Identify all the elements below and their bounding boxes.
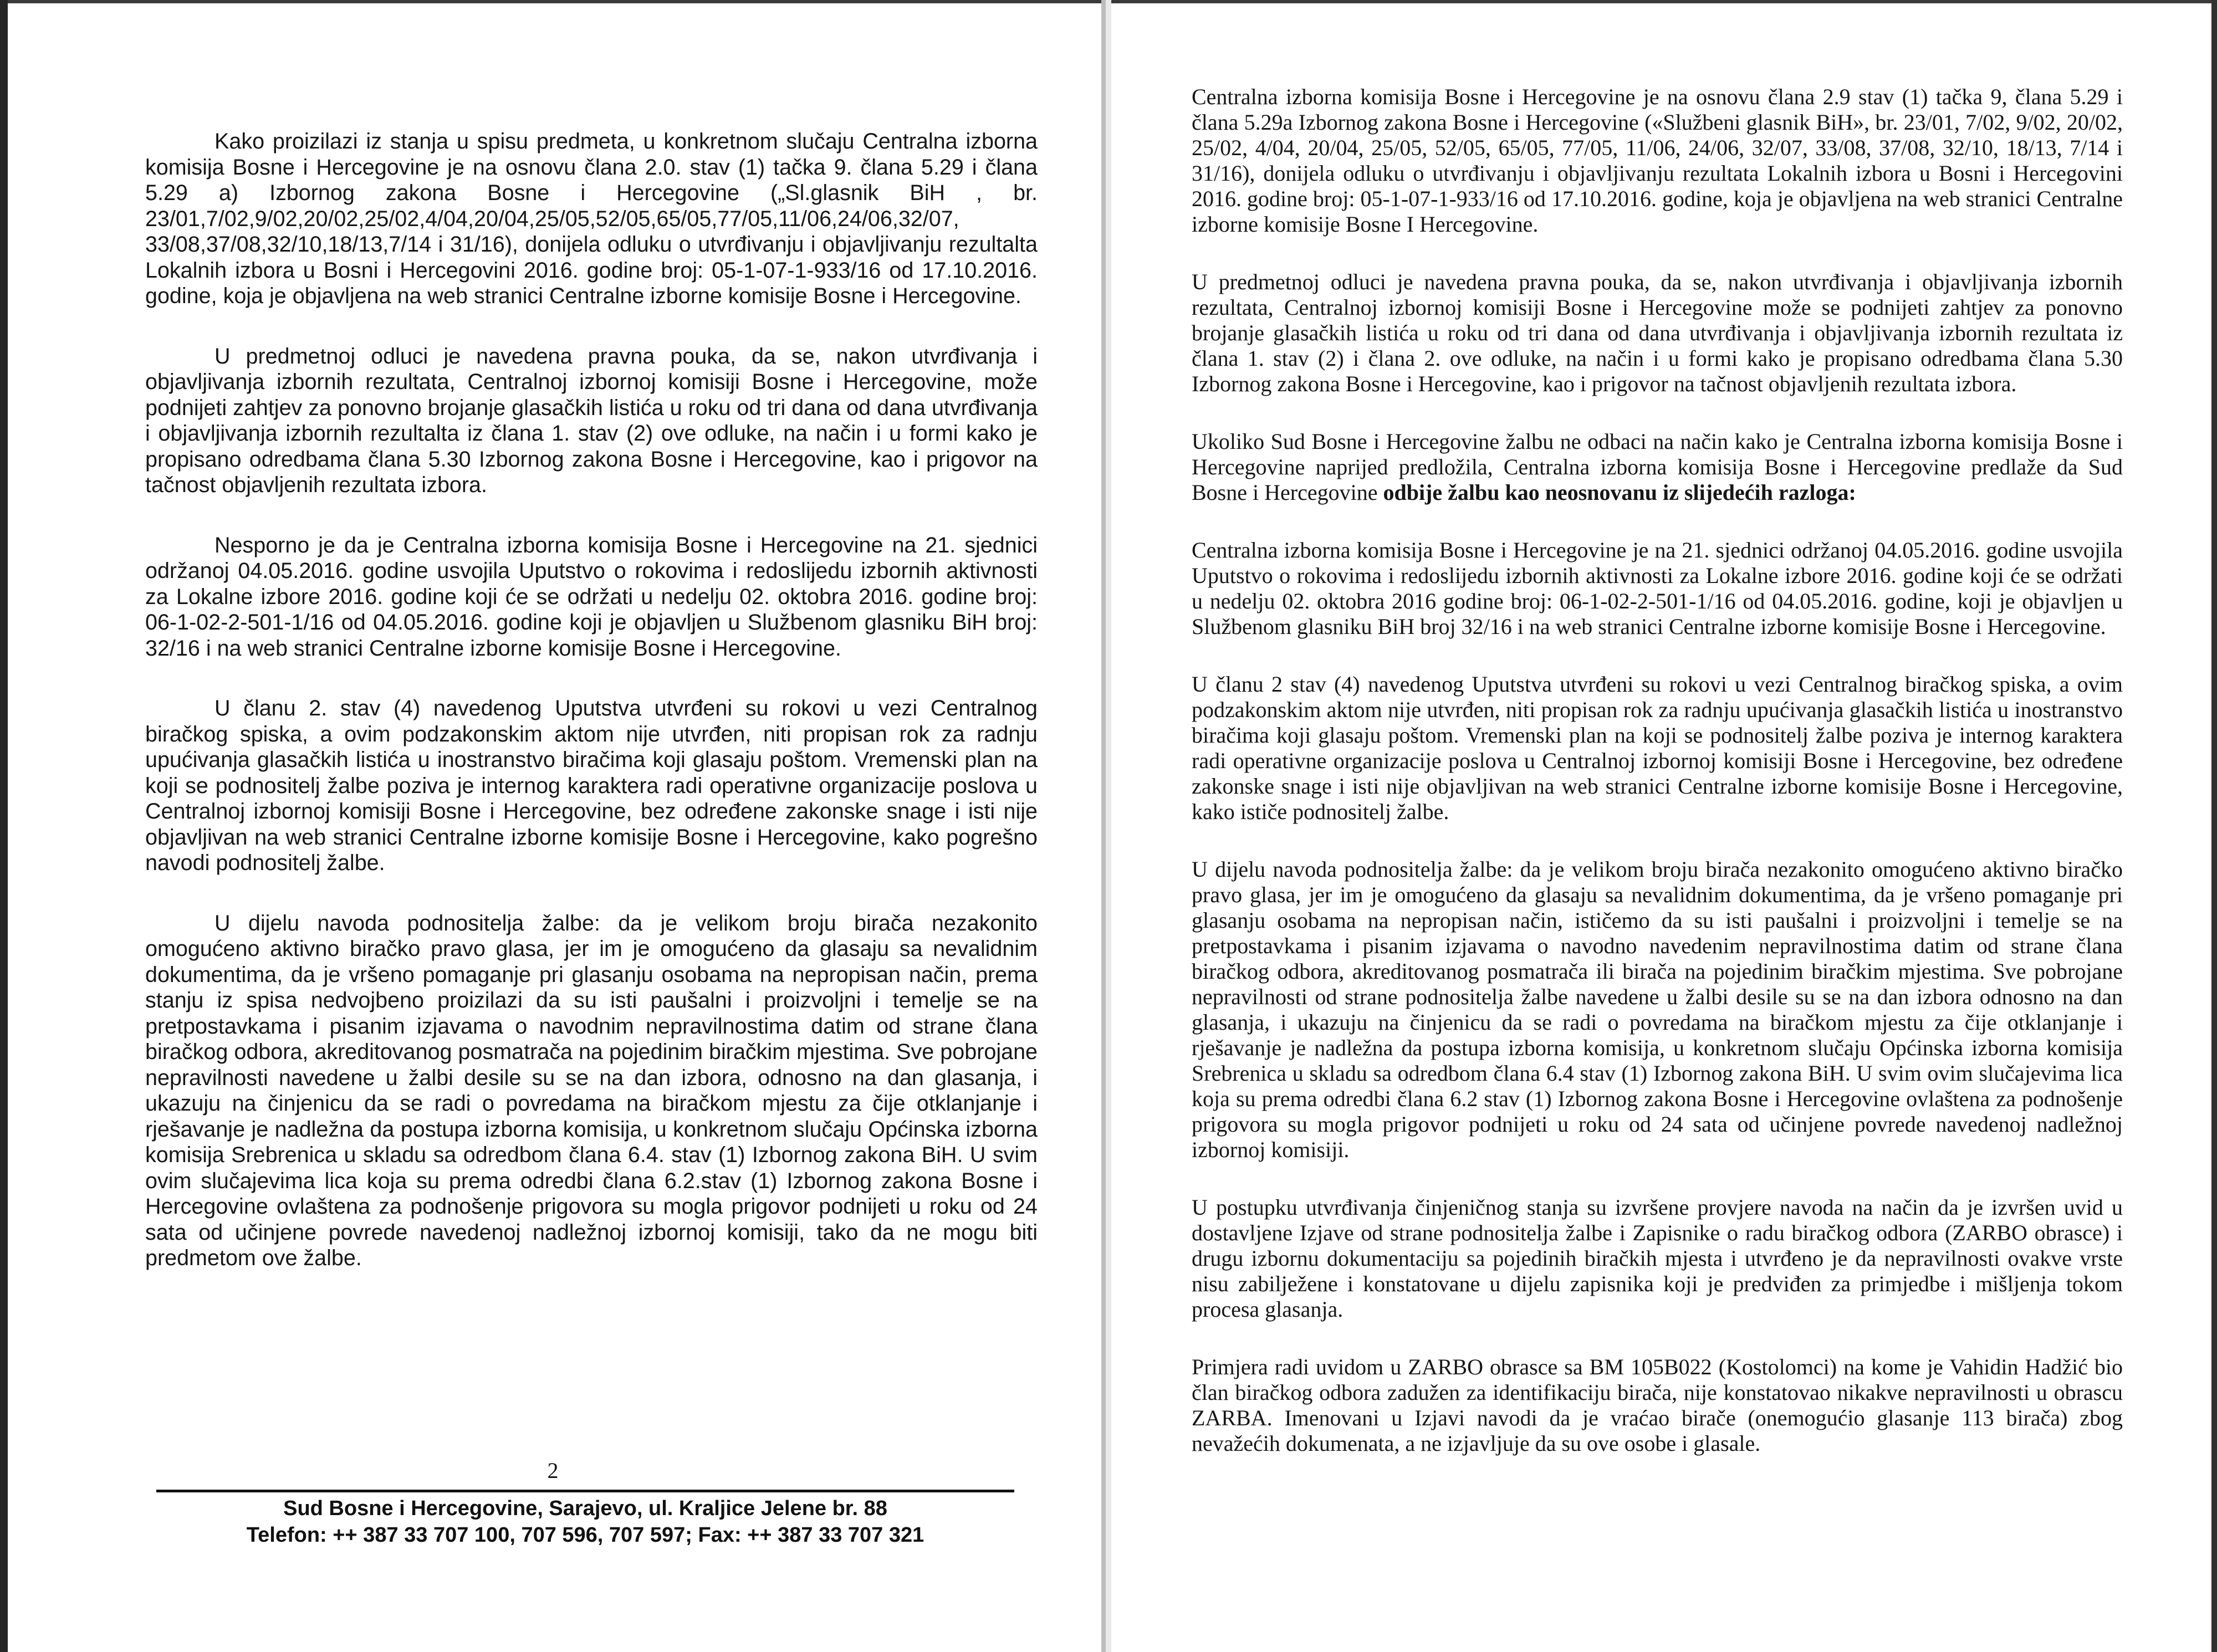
left-paragraph-1: Kako proizilazi iz stanja u spisu predmeta, u konkretnom slučaju Centralna izborna komisija Bosne i Hercegovine je na osnovu člana 2.0. stav (1) tačka 9. člana 5.29 i člana 5.29 a) Izbornog zakona Bosne i Hercegovine („Sl.glasnik BiH , br. 23/01,7/02,9/02,20/02,25/02,4/04,20/04,25/05,52/05,65/05,77/05,11/06,24/06,32/07, 33/08,37/08,32/10,18/13,7/14 i 31/16), donijela odluku o utvrđivanju i objavljivanju rezultalta Lokalnih izbora u Bosni i Hercegovini 2016. godine broj: 05-1-07-1-933/16 od 17.10.2016. godine, koja je objavljena na web stranici Centralne izborne komisije Bosne i Hercegovine. (145, 129, 1038, 308)
right-paragraph-6: U dijelu navoda podnositelja žalbe: da je velikom broju birača nezakonito omogućeno aktivno biračko pravo glasa, jer im je omogućeno da glasaju sa nevalidnim dokumentima, da je vršeno pomaganje pri glasanju osobama na nepropisan način, ističemo da su isti paušalni i proizvoljni i temelje se na pretpostavkama i pisanim izjavama o navodno navedenim nepravilnostima datim od strane člana biračkog odbora, akreditovanog posmatrača ili birača na pojedinim biračkim mjestima. Sve pobrojane nepravilnosti od strane podnositelja žalbe navedene u žalbi desile su se na dan izbora odnosno na dan glasanja, i ukazuju na činjenicu da se radi o povredama na biračkom mjestu za čije otklanjanje i rješavanje je nadležna da postupa izborna komisija, u konkretnom slučaju Općinska izborna komisija Srebrenica u skladu sa odredbom člana 6.4 stav (1) Izbornog zakona BiH. U svim ovim slučajevima lica koja su prema odredbi člana 6.2 stav (1) Izbornog zakona Bosne i Hercegovine ovlaštena za podnošenje prigovora su mogla prigovor podnijeti u roku od 24 sata od učinjene povrede navedenoj nadležnoj izbornoj komisiji. (1192, 857, 2123, 1162)
right-paragraph-2: U predmetnoj odluci je navedena pravna pouka, da se, nakon utvrđivanja i objavljivanja izbornih rezultata, Centralnoj izbornoj komisiji Bosne i Hercegovine može se podnijeti zahtjev za ponovno brojanje glasačkih listića u roku od tri dana od dana utvrđivanja i objavljivanja izbornih rezultata iz člana 1. stav (2) i člana 2. ove odluke, na način i u formi kako je propisano odredbama člana 5.30 Izbornog zakona Bosne i Hercegovine, kao i prigovor na tačnost objavljenih rezultata izbora. (1192, 269, 2123, 396)
left-paragraph-5: U dijelu navoda podnositelja žalbe: da je velikom broju birača nezakonito omogućeno aktivno biračko pravo glasa, jer im je omogućeno da glasaju sa nevalidnim dokumentima, da je vršeno pomaganje pri glasanju osobama na nepropisan način, prema stanju iz spisa nedvojbeno proizilazi da su isti paušalni i proizvoljni i temelje se na pretpostavkama i pisanim izjavama o navodnim nepravilnostima datim od strane člana biračkog odbora, akreditovanog posmatrača na pojedinim biračkim mjestima. Sve pobrojane nepravilnosti navedene u žalbi desile su se na dan izbora, odnosno na dan glasanja, i ukazuju na činjenicu da se radi o povredama na biračkom mjestu za čije otklanjanje i rješavanje je nadležna da postupa izborna komisija, u konkretnom slučaju Općinska izborna komisija Srebrenica u skladu sa odredbom člana 6.4. stav (1) Izbornog zakona BiH. U svim ovim slučajevima lica koja su prema odredbi člana 6.2.stav (1) Izbornog zakona Bosne i Hercegovine ovlaštena za podnošenje prigovora su mogla prigovor podnijeti u roku od 24 sata od učinjene povrede navedenoj nadležnoj izbornoj komisiji, tako da ne mogu biti predmetom ove žalbe. (145, 911, 1038, 1270)
right-body-text (1192, 84, 2123, 1489)
right-paragraph-3-bold: odbije žalbu kao neosnovanu iz slijedećih razloga: (1383, 480, 1856, 505)
left-body-text (145, 129, 1038, 1306)
scan-edge-right-page (2211, 0, 2217, 1652)
right-paragraph-1: Centralna izborna komisija Bosne i Hercegovine je na osnovu člana 2.9 stav (1) tačka 9, člana 5.29 i člana 5.29a Izbornog zakona Bosne i Hercegovine («Službeni glasnik BiH», br. 23/01, 7/02, 9/02, 20/02, 25/02, 4/04, 20/04, 25/05, 52/05, 65/05, 77/05, 11/06, 24/06, 32/07, 33/08, 37/08, 32/10, 18/13, 7/14 i 31/16), donijela odluku o utvrđivanju i objavljivanju rezultata Lokalnih izbora u Bosni i Hercegovini 2016. godine broj: 05-1-07-1-933/16 od 17.10.2016. godine, koja je objavljena na web stranici Centralne izborne komisije Bosne I Hercegovine. (1192, 84, 2123, 237)
left-paragraph-3: Nesporno je da je Centralna izborna komisija Bosne i Hercegovine na 21. sjednici održanoj 04.05.2016. godine usvojila Uputstvo o rokovima i redoslijedu izbornih aktivnosti za Lokalne izbore 2016. godine koji će se održati u nedelju 02. oktobra 2016. godine broj: 06-1-02-2-501-1/16 od 04.05.2016. godine koji je objavljen u Službenom glasniku BiH broj: 32/16 i na web stranici Centralne izborne komisije Bosne i Hercegovine. (145, 533, 1038, 661)
right-paragraph-3-text: Ukoliko Sud Bosne i Hercegovine žalbu ne odbaci na način kako je Centralna izborna komisija Bosne i Hercegovine naprijed predložila, Centralna izborna komisija Bosne i Hercegovine predlaže da Sud Bosne i Hercegovine (1192, 429, 2123, 505)
right-paragraph-3 (1192, 429, 2123, 505)
right-paragraph-4: Centralna izborna komisija Bosne i Hercegovine je na 21. sjednici održanoj 04.05.2016. godine usvojila Uputstvo o rokovima i redoslijedu izbornih aktivnosti za Lokalne izbore 2016. godine koji će se održati u nedelju 02. oktobra 2016 godine broj: 06-1-02-2-501-1/16 od 04.05.2016. godine, koji je objavljen u Službenom glasniku BiH broj 32/16 i na web stranici Centralne izborne komisije Bosne i Hercegovine. (1192, 538, 2123, 639)
scan-edge-left (0, 0, 8, 1652)
right-paragraph-7: U postupku utvrđivanja činjeničnog stanja su izvršene provjere navoda na način da je izvršen uvid u dostavljene Izjave od strane podnositelja žalbe i Zapisnike o radu biračkog odbora (ZARBO obrasce) i drugu izbornu dokumentaciju sa pojedinih biračkih mjesta i utvrđeno je da nepravilnosti ovakve vrste nisu zabilježene i konstatovane u dijelu zapisnika koji je predviđen za primjedbe i mišljenja tokom procesa glasanja. (1192, 1195, 2123, 1322)
scan-edge-top (0, 0, 1106, 3)
page-gutter (1106, 0, 1111, 1652)
footer-rule (156, 1490, 1014, 1492)
scan-edge-right (1101, 0, 1106, 1652)
left-paragraph-4: U članu 2. stav (4) navedenog Uputstva utvrđeni su rokovi u vezi Centralnog biračkog spiska, a ovim podzakonskim aktom nije utvrđen, niti propisan rok za radnju upućivanja glasačkih listića u inostranstvo biračima koji glasaju poštom. Vremenski plan na koji se podnositelj žalbe poziva je internog karaktera radi operativne organizacije poslova u Centralnoj izbornoj komisiji Bosne i Hercegovine, bez određene zakonske snage i isti nije objavljivan na web stranici Centralne izborne komisije Bosne i Hercegovine, kako pogrešno navodi podnositelj žalbe. (145, 696, 1038, 875)
footer-contact: Telefon: ++ 387 33 707 100, 707 596, 707 597; Fax: ++ 387 33 707 321 (246, 1523, 924, 1547)
right-paragraph-5: U članu 2 stav (4) navedenog Uputstva utvrđeni su rokovi u vezi Centralnog biračkog spiska, a ovim podzakonskim aktom nije utvrđen, niti propisan rok za radnju upućivanja glasačkih listića u inostranstvo biračima koji glasaju poštom. Vremenski plan na koji se podnositelj žalbe poziva je internog karaktera radi operativne organizacije poslova u Centralnoj izbornoj komisiji Bosne i Hercegovine, bez određene zakonske snage i isti nije objavljivan na web stranici Centralne izborne komisije Bosne i Hercegovine, kako ističe podnositelj žalbe. (1192, 672, 2123, 824)
left-document-page (0, 0, 1106, 1652)
right-document-page (1111, 0, 2217, 1652)
scan-edge-top-right (1111, 0, 2217, 3)
right-paragraph-8: Primjera radi uvidom u ZARBO obrasce sa BM 105B022 (Kostolomci) na kome je Vahidin Hadžić bio član biračkog odbora zadužen za identifikaciju birača, nije konstatovao nikakve nepravilnosti u obrascu ZARBA. Imenovani u Izjavi navodi da je vraćao birače (onemogućio glasanje 113 birača) zbog nevažećih dokumenata, a ne izjavljuje da su ove osobe i glasale. (1192, 1354, 2123, 1456)
footer-address: Sud Bosne i Hercegovine, Sarajevo, ul. Kraljice Jelene br. 88 (283, 1497, 887, 1520)
footer (156, 1495, 1014, 1548)
page-number: 2 (547, 1458, 559, 1483)
left-paragraph-2: U predmetnoj odluci je navedena pravna pouka, da se, nakon utvrđivanja i objavljivanja izbornih rezultata, Centralnoj izbornoj komisiji Bosne i Hercegovine, može podnijeti zahtjev za ponovno brojanje glasačkih listića u roku od tri dana od dana utvrđivanja i objavljivanja izbornih rezultalta iz člana 1. stav (2) ove odluke, na način i u formi kako je propisano odredbama člana 5.30 Izbornog zakona Bosne i Hercegovine, kao i prigovor na tačnost objavljenih rezultata izbora. (145, 344, 1038, 497)
